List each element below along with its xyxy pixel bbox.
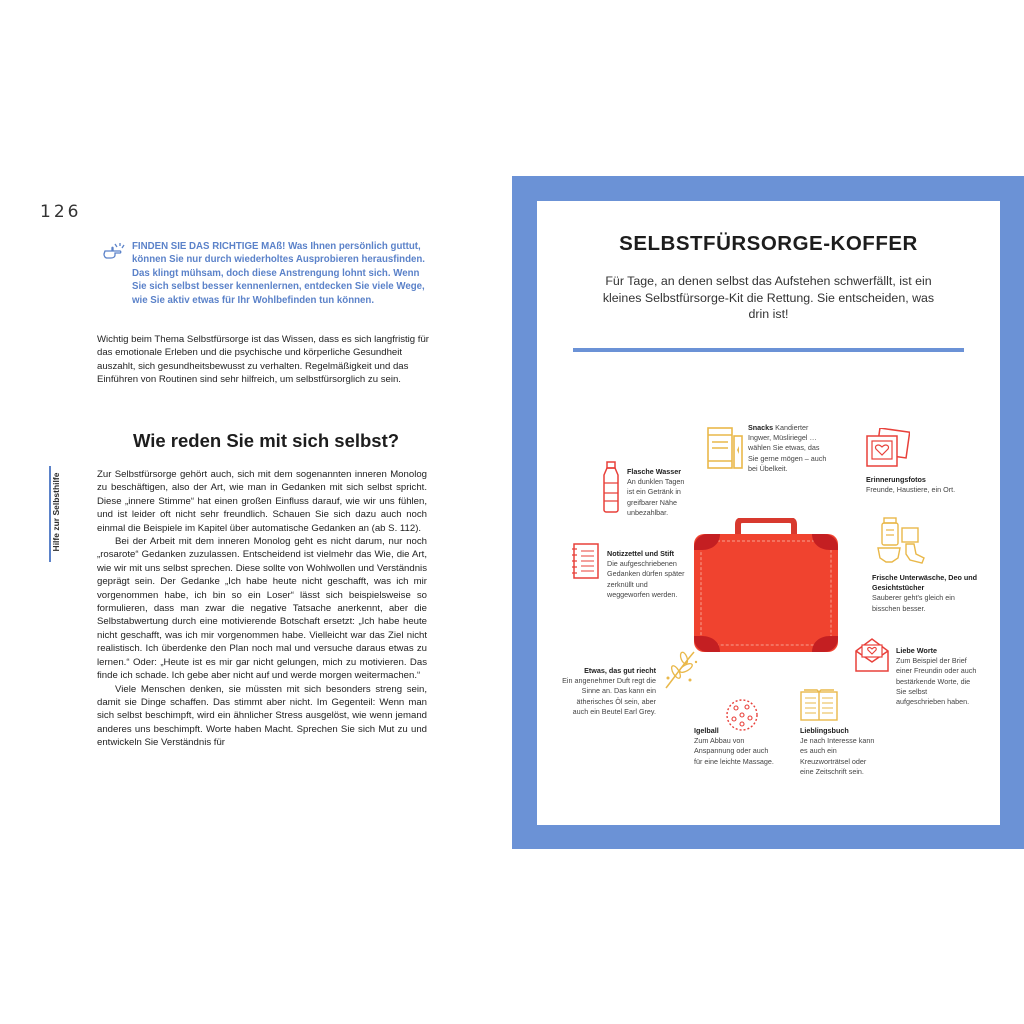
- tip-body: Was Ihnen persönlich guttut, können Sie nur durch wiederholtes Ausprobieren herausfinden. Das klingt mühsam, doch diese Anstrengung lohnt sich. Wenn Sie sich selbst besser kennenlernen, entdecken Sie viele Wege, wie Sie aktiv etwas für Ihr Wohlbefinden tun können.: [132, 241, 426, 306]
- kit-divider: [573, 348, 964, 352]
- item-massage-ball-text: Zum Abbau von Anspannung oder auch für eine leichte Massage.: [694, 736, 774, 766]
- photos-icon: [864, 428, 910, 470]
- item-water-text: An dunklen Tagen ist ein Getränk in greifbarer Nähe unbezahlbar.: [627, 477, 685, 517]
- item-book-title: Lieblingsbuch: [800, 726, 849, 735]
- item-scent-title: Etwas, das gut riecht: [584, 666, 656, 675]
- intro-paragraph: Wichtig beim Thema Selbstfürsorge ist das Wissen, dass es sich langfristig für das emotionale Erleben und die psychische und körperliche Gesundheit auszahlt, sich gesundheitsbewusst zu verhalten. Regelmäßigkeit und das Einführen von Routinen sind sehr hilfreich, um selbstfürsorglich zu sein.: [97, 334, 430, 386]
- item-photos-title: Erinnerungsfotos: [866, 475, 926, 484]
- water-bottle-icon: [600, 461, 622, 513]
- item-book: [800, 726, 880, 777]
- item-notes: [607, 549, 687, 600]
- kit-subtitle: Für Tage, an denen selbst das Aufstehen schwerfällt, ist ein kleines Selbstfürsorge-Kit die Rettung. Sie entscheiden, was drin ist!: [602, 274, 935, 321]
- letter-heart-icon: [854, 637, 890, 673]
- item-water: [627, 467, 689, 518]
- tip-lead: FINDEN SIE DAS RICHTIGE MAß!: [132, 241, 286, 252]
- item-love-words: [896, 646, 978, 707]
- item-snacks: [748, 423, 828, 474]
- item-underwear-text: Sauberer geht's gleich ein bisschen besser.: [872, 593, 955, 613]
- item-snacks-title: Snacks: [748, 423, 774, 432]
- item-water-title: Flasche Wasser: [627, 467, 682, 476]
- herb-sprig-icon: [660, 648, 700, 690]
- item-book-text: Je nach Interesse kann es auch ein Kreuzworträtsel oder eine Zeitschrift sein.: [800, 736, 875, 776]
- item-notes-title: Notizzettel und Stift: [607, 549, 675, 558]
- section-label-text: Hilfe zur Selbsthilfe: [51, 472, 61, 552]
- item-love-words-title: Liebe Worte: [896, 646, 938, 655]
- paragraph: Bei der Arbeit mit dem inneren Monolog geht es nicht darum, nur noch „rosarote“ Gedanken zuzulassen. Entscheidend ist vielmehr das Wie, die Art, wie wir mit uns selbst sprechen. Diese sollte von Wohlwollen und Verständnis geprägt sein. Der Gedanke „Ich habe heute nicht geschafft, was ich mir vorgenommen habe, ich bin so ein Loser“ lässt sich beispielsweise so formulieren, dass man zwar die negative Tatsache anerkennt, aber die Selbstabwertung durch eine motivierende Botschaft ersetzt: „Ich habe heute nicht geschafft, was ich mir vorgenommen habe. Vielleicht war das Ziel nicht realistisch. Ich überdenke den Plan noch mal und versuche daraus etwas zu lernen.“ Oder: „Heute ist es mir gar nicht gelungen, mich zu motivieren. Das finde ich schade. Ich gebe aber nicht auf und werde morgen weitermachen.“: [97, 536, 427, 682]
- book-icon: [800, 688, 838, 722]
- section-heading: Wie reden Sie mit sich selbst?: [132, 430, 400, 451]
- item-massage-ball-title: Igelball: [694, 726, 719, 735]
- notebook-icon: [570, 542, 600, 580]
- item-love-words-text: Zum Beispiel der Brief einer Freundin oder auch bestärkende Worte, die Sie selbst aufgeschrieben haben.: [896, 656, 977, 707]
- section-side-label: [49, 466, 59, 562]
- suitcase-icon: [694, 518, 838, 652]
- paragraph: Zur Selbstfürsorge gehört auch, sich mit dem sogenannten inneren Monolog zu beschäftigen, also der Art, wie man in Gedanken mit sich selbst spricht. Diese „innere Stimme“ hat einen großen Einfluss darauf, wie wir uns fühlen, und ist leider oft nicht sehr freundlich. Schauen Sie sich dazu auch noch einmal die Beispiele im Kapitel über automatische Gedanken an (ab S. 112).: [97, 469, 427, 534]
- item-scent-text: Ein angenehmer Duft regt die Sinne an. Das kann ein ätherisches Öl sein, aber auch ein Beutel Earl Grey.: [562, 676, 656, 716]
- snacks-icon: [706, 426, 744, 470]
- pointing-hand-icon: [102, 241, 126, 259]
- tip-text: [102, 240, 432, 307]
- item-notes-text: Die aufgeschriebenen Gedanken dürfen später zerknüllt und weggeworfen werden.: [607, 559, 685, 599]
- item-underwear-title: Frische Unterwäsche, Deo und Gesichtstücher: [872, 573, 978, 593]
- page-number: 126: [40, 202, 82, 222]
- kit-title: SELBSTFÜRSORGE-KOFFER: [619, 232, 918, 255]
- item-massage-ball: [694, 726, 774, 767]
- item-photos: [866, 475, 966, 495]
- item-underwear: [872, 573, 984, 614]
- item-scent: [561, 666, 656, 717]
- item-snacks-text: Kandierter Ingwer, Müsliriegel … wählen Sie etwas, das Sie gerne mögen – auch bei Übelkeit.: [748, 423, 827, 473]
- item-photos-text: Freunde, Haustiere, ein Ort.: [866, 485, 956, 495]
- underwear-deo-icon: [876, 516, 928, 564]
- body-text: [97, 468, 427, 750]
- paragraph: Viele Menschen denken, sie müssten mit sich besonders streng sein, damit sie Dinge schaffen. Das stimmt aber nicht. Im Gegenteil: Wenn man sich selbst beschimpft, wird ein ähnlicher Stress ausgelöst, wie wenn jemand anderes uns beschimpft. Worte haben Macht. Sprechen Sie sich Mut zu und entwickeln Sie Verständnis für: [97, 683, 427, 749]
- tip-box: [102, 240, 432, 307]
